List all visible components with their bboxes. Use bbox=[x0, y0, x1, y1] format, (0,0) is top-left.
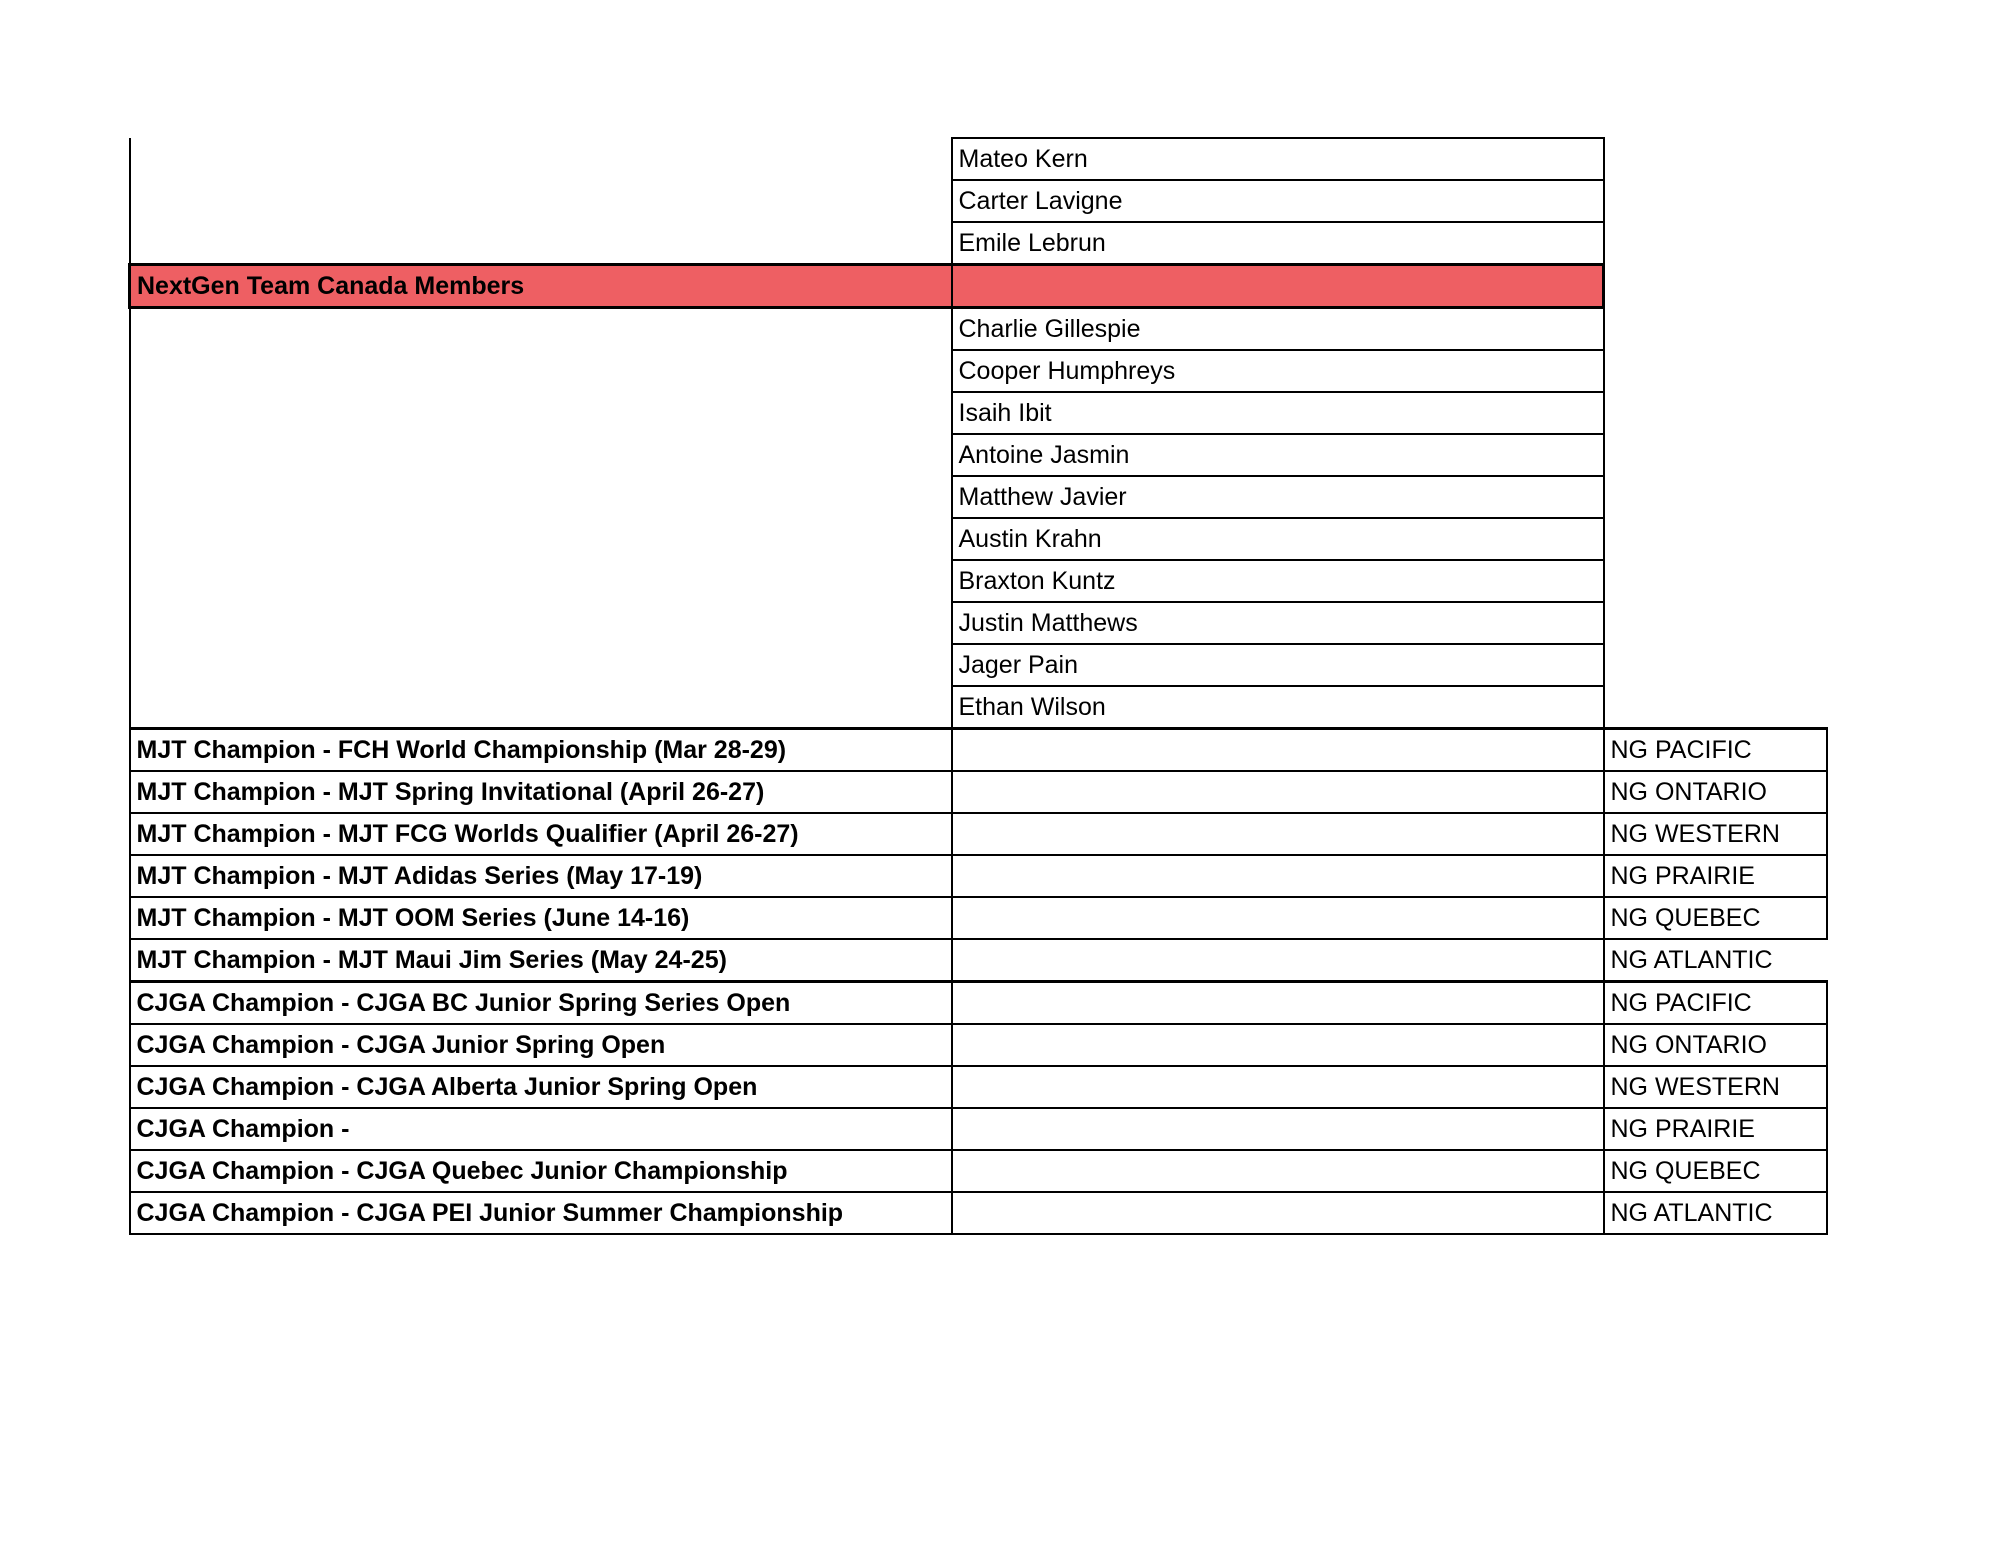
champion-label-cell[interactable]: CJGA Champion - CJGA Quebec Junior Championship bbox=[130, 1150, 952, 1192]
champion-row bbox=[130, 813, 1827, 855]
table-row bbox=[130, 644, 1827, 686]
champion-label-cell[interactable]: CJGA Champion - CJGA BC Junior Spring Series Open bbox=[130, 982, 952, 1025]
champion-winner-cell[interactable] bbox=[952, 1066, 1604, 1108]
empty-cell bbox=[1604, 308, 1827, 351]
table-row bbox=[130, 222, 1827, 265]
team-member-cell[interactable]: Antoine Jasmin bbox=[952, 434, 1604, 476]
champion-label-cell[interactable]: CJGA Champion - bbox=[130, 1108, 952, 1150]
region-cell[interactable]: NG ATLANTIC bbox=[1604, 1192, 1827, 1234]
blank-cell[interactable] bbox=[130, 560, 952, 602]
section-header-label[interactable]: NextGen Team Canada Members bbox=[130, 265, 952, 308]
blank-cell[interactable] bbox=[130, 392, 952, 434]
blank-cell[interactable] bbox=[130, 518, 952, 560]
blank-cell[interactable] bbox=[130, 222, 952, 265]
blank-cell[interactable] bbox=[130, 476, 952, 518]
empty-cell bbox=[1604, 434, 1827, 476]
empty-cell bbox=[1604, 560, 1827, 602]
champion-winner-cell[interactable] bbox=[952, 729, 1604, 772]
empty-cell bbox=[1604, 644, 1827, 686]
player-name-cell[interactable]: Carter Lavigne bbox=[952, 180, 1604, 222]
blank-cell[interactable] bbox=[130, 138, 952, 180]
blank-cell[interactable] bbox=[130, 434, 952, 476]
team-member-cell[interactable]: Justin Matthews bbox=[952, 602, 1604, 644]
table-row bbox=[130, 476, 1827, 518]
champion-row bbox=[130, 982, 1827, 1025]
region-cell[interactable]: NG PACIFIC bbox=[1604, 729, 1827, 772]
empty-cell bbox=[1604, 222, 1827, 265]
empty-cell bbox=[1604, 518, 1827, 560]
empty-cell bbox=[1604, 350, 1827, 392]
region-cell[interactable]: NG PACIFIC bbox=[1604, 982, 1827, 1025]
champion-row bbox=[130, 855, 1827, 897]
champion-label-cell[interactable]: MJT Champion - FCH World Championship (Mar 28-29) bbox=[130, 729, 952, 772]
region-cell[interactable]: NG WESTERN bbox=[1604, 813, 1827, 855]
table-row bbox=[130, 350, 1827, 392]
empty-cell bbox=[1604, 602, 1827, 644]
table-row bbox=[130, 308, 1827, 351]
region-cell[interactable]: NG PRAIRIE bbox=[1604, 1108, 1827, 1150]
champion-label-cell[interactable]: MJT Champion - MJT FCG Worlds Qualifier (April 26-27) bbox=[130, 813, 952, 855]
champion-row bbox=[130, 939, 1827, 982]
champion-winner-cell[interactable] bbox=[952, 1150, 1604, 1192]
blank-cell[interactable] bbox=[130, 180, 952, 222]
team-member-cell[interactable]: Ethan Wilson bbox=[952, 686, 1604, 729]
champion-row bbox=[130, 1150, 1827, 1192]
region-cell[interactable]: NG PRAIRIE bbox=[1604, 855, 1827, 897]
champion-row bbox=[130, 1024, 1827, 1066]
champion-winner-cell[interactable] bbox=[952, 982, 1604, 1025]
champion-winner-cell[interactable] bbox=[952, 813, 1604, 855]
champion-label-cell[interactable]: MJT Champion - MJT Adidas Series (May 17-19) bbox=[130, 855, 952, 897]
empty-cell bbox=[1604, 180, 1827, 222]
region-cell[interactable]: NG WESTERN bbox=[1604, 1066, 1827, 1108]
blank-cell[interactable] bbox=[130, 602, 952, 644]
blank-cell[interactable] bbox=[130, 644, 952, 686]
region-cell[interactable]: NG ONTARIO bbox=[1604, 771, 1827, 813]
champion-winner-cell[interactable] bbox=[952, 1024, 1604, 1066]
champion-label-cell[interactable]: CJGA Champion - CJGA Junior Spring Open bbox=[130, 1024, 952, 1066]
blank-cell[interactable] bbox=[130, 686, 952, 729]
champion-winner-cell[interactable] bbox=[952, 855, 1604, 897]
empty-cell bbox=[1604, 138, 1827, 180]
blank-cell[interactable] bbox=[130, 350, 952, 392]
empty-cell bbox=[1604, 476, 1827, 518]
table-row bbox=[130, 560, 1827, 602]
table-row bbox=[130, 602, 1827, 644]
empty-cell bbox=[1604, 392, 1827, 434]
champion-row bbox=[130, 1192, 1827, 1234]
player-name-cell[interactable]: Mateo Kern bbox=[952, 138, 1604, 180]
table-row bbox=[130, 518, 1827, 560]
table-row bbox=[130, 434, 1827, 476]
champion-winner-cell[interactable] bbox=[952, 771, 1604, 813]
table-row bbox=[130, 392, 1827, 434]
blank-cell[interactable] bbox=[130, 308, 952, 351]
player-name-cell[interactable]: Emile Lebrun bbox=[952, 222, 1604, 265]
table-row bbox=[130, 686, 1827, 729]
champion-row bbox=[130, 729, 1827, 772]
champion-row bbox=[130, 771, 1827, 813]
region-cell[interactable]: NG ATLANTIC bbox=[1604, 939, 1827, 982]
section-header-row bbox=[130, 265, 1827, 308]
champion-label-cell[interactable]: MJT Champion - MJT Spring Invitational (April 26-27) bbox=[130, 771, 952, 813]
champion-label-cell[interactable]: MJT Champion - MJT Maui Jim Series (May 24-25) bbox=[130, 939, 952, 982]
team-member-cell[interactable]: Cooper Humphreys bbox=[952, 350, 1604, 392]
table-row bbox=[130, 138, 1827, 180]
region-cell[interactable]: NG ONTARIO bbox=[1604, 1024, 1827, 1066]
empty-cell bbox=[1604, 686, 1827, 729]
roster-sheet bbox=[128, 137, 1828, 1235]
champion-label-cell[interactable]: MJT Champion - MJT OOM Series (June 14-16) bbox=[130, 897, 952, 939]
table-row bbox=[130, 180, 1827, 222]
region-cell[interactable]: NG QUEBEC bbox=[1604, 897, 1827, 939]
champion-row bbox=[130, 897, 1827, 939]
section-header-fill[interactable] bbox=[952, 265, 1604, 308]
team-member-cell[interactable]: Jager Pain bbox=[952, 644, 1604, 686]
team-member-cell[interactable]: Austin Krahn bbox=[952, 518, 1604, 560]
team-member-cell[interactable]: Matthew Javier bbox=[952, 476, 1604, 518]
champion-winner-cell[interactable] bbox=[952, 1108, 1604, 1150]
team-member-cell[interactable]: Braxton Kuntz bbox=[952, 560, 1604, 602]
champion-label-cell[interactable]: CJGA Champion - CJGA PEI Junior Summer Championship bbox=[130, 1192, 952, 1234]
champion-row bbox=[130, 1108, 1827, 1150]
champion-winner-cell[interactable] bbox=[952, 939, 1604, 982]
empty-cell bbox=[1604, 265, 1827, 308]
champion-winner-cell[interactable] bbox=[952, 897, 1604, 939]
team-member-cell[interactable]: Isaih Ibit bbox=[952, 392, 1604, 434]
champion-row bbox=[130, 1066, 1827, 1108]
region-cell[interactable]: NG QUEBEC bbox=[1604, 1150, 1827, 1192]
champion-label-cell[interactable]: CJGA Champion - CJGA Alberta Junior Spring Open bbox=[130, 1066, 952, 1108]
champion-winner-cell[interactable] bbox=[952, 1192, 1604, 1234]
team-member-cell[interactable]: Charlie Gillespie bbox=[952, 308, 1604, 351]
